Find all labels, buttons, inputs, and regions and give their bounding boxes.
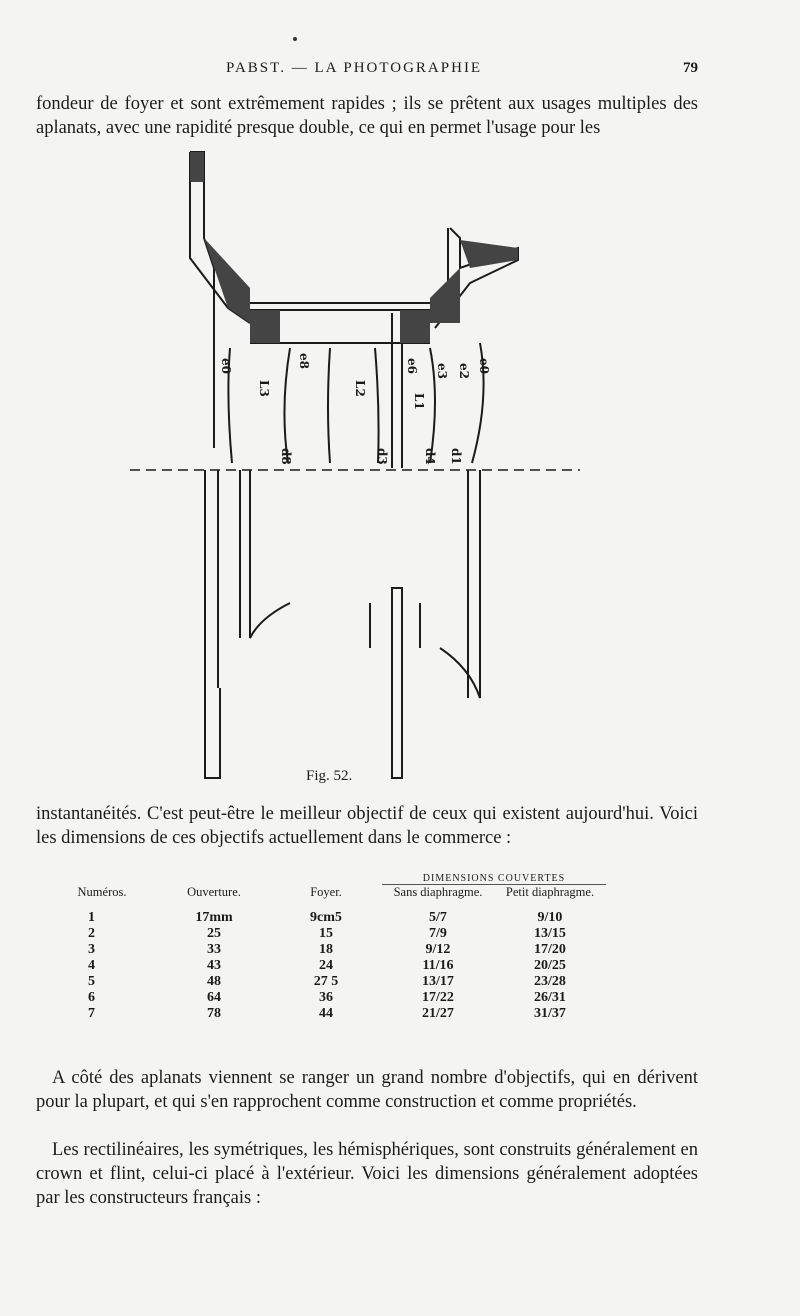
label-e2: e2 (457, 363, 471, 379)
table-cell: 9/10 (537, 910, 563, 925)
table-cell: 17mm (195, 910, 233, 925)
paragraph-2: instantanéités. C'est peut-être le meilleur objectif de ceux qui existent aujourd'hui. Voici les dimensions de ces objectifs actuellement dans le commerce : (36, 804, 698, 848)
table-cell: 23/28 (534, 974, 566, 989)
hatched-mount-top (190, 152, 204, 182)
table-cell: 44 (319, 1006, 333, 1021)
paragraph-4: Les rectilinéaires, les symétriques, les hémisphériques, sont construits généralement en crown et flint, celui-ci placé à l'extérieur. Voici les dimensions généralement adoptées par les constructeurs français : (36, 1140, 698, 1208)
table-cell: 33 (207, 942, 221, 957)
table-cell: 9/12 (425, 942, 451, 957)
table-cell: 15 (319, 926, 333, 941)
table-cell: 11/16 (422, 958, 454, 973)
table-row (46, 942, 606, 958)
table-group-header: DIMENSIONS COUVERTES (382, 868, 606, 885)
col-header-numeros: Numéros. (77, 885, 127, 899)
table-cell: 7 (88, 1006, 95, 1021)
table-cell: 25 (207, 926, 221, 941)
table-row (46, 1006, 606, 1022)
label-e3: e3 (435, 363, 449, 379)
table-cell: 31/37 (534, 1006, 566, 1021)
label-e8: e8 (297, 353, 311, 369)
label-d8: d8 (279, 448, 293, 465)
table-cell: 4 (88, 958, 95, 973)
table-cell: 5 (88, 974, 95, 989)
col-header-sans-diaphragme: Sans diaphragme. (393, 885, 483, 899)
label-L3: L3 (257, 380, 271, 397)
table-cell: 7/9 (429, 926, 447, 941)
table-cell: 78 (207, 1006, 221, 1021)
table-row (46, 958, 606, 974)
page-number: 79 (683, 60, 698, 76)
table-cell: 5/7 (429, 910, 447, 925)
page-mark (293, 37, 297, 41)
label-d1: d1 (449, 448, 463, 465)
label-e6: e6 (405, 358, 419, 374)
label-L1: L1 (412, 393, 426, 410)
running-title: PABST. — LA PHOTOGRAPHIE (226, 60, 483, 76)
table-cell: 17/22 (422, 990, 454, 1005)
table-cell: 27 5 (313, 974, 339, 989)
label-L2: L2 (353, 380, 367, 397)
table-cell: 6 (88, 990, 95, 1005)
table-cell: 13/17 (422, 974, 454, 989)
table-cell: 17/20 (534, 942, 566, 957)
table-cell: 43 (207, 958, 221, 973)
table-cell: 1 (88, 910, 95, 925)
paragraph-3: A côté des aplanats viennent se ranger un grand nombre d'objectifs, qui en dérivent pour la plupart, et qui s'en rapprochent comme construction et comme propriétés. (36, 1068, 698, 1112)
col-header-ouverture: Ouverture. (187, 885, 241, 899)
table-cell: 21/27 (422, 1006, 454, 1021)
table-cell: 13/15 (534, 926, 566, 941)
table-row (46, 926, 606, 942)
label-e0-left: e0 (219, 358, 233, 374)
figure-caption: Fig. 52. (306, 768, 353, 784)
table-cell: 18 (319, 942, 333, 957)
table-cell: 26/31 (534, 990, 566, 1005)
table-cell: 9cm5 (310, 910, 342, 925)
table-cell: 48 (207, 974, 221, 989)
dimensions-table (46, 868, 606, 1022)
label-d3: d3 (375, 448, 389, 465)
table-cell: 24 (319, 958, 333, 973)
table-row (46, 974, 606, 990)
label-e0-right: e0 (477, 358, 491, 374)
col-header-petit-diaphragme: Petit diaphragme. (505, 885, 595, 899)
lens-cross-section-figure (130, 148, 600, 788)
left-tube-outline (190, 152, 214, 448)
table-cell: 3 (88, 942, 95, 957)
col-header-foyer: Foyer. (310, 885, 342, 899)
table-row (46, 910, 606, 926)
label-d4: d4 (423, 448, 437, 465)
table-cell: 20/25 (534, 958, 566, 973)
table-cell: 2 (88, 926, 95, 941)
table-row (46, 990, 606, 1006)
table-cell: 64 (207, 990, 221, 1005)
table-cell: 36 (319, 990, 333, 1005)
paragraph-1: fondeur de foyer et sont extrêmement rapides ; ils se prêtent aux usages multiples des aplanats, avec une rapidité presque double, ce qui en permet l'usage pour les (36, 94, 698, 138)
page-header (38, 60, 698, 86)
